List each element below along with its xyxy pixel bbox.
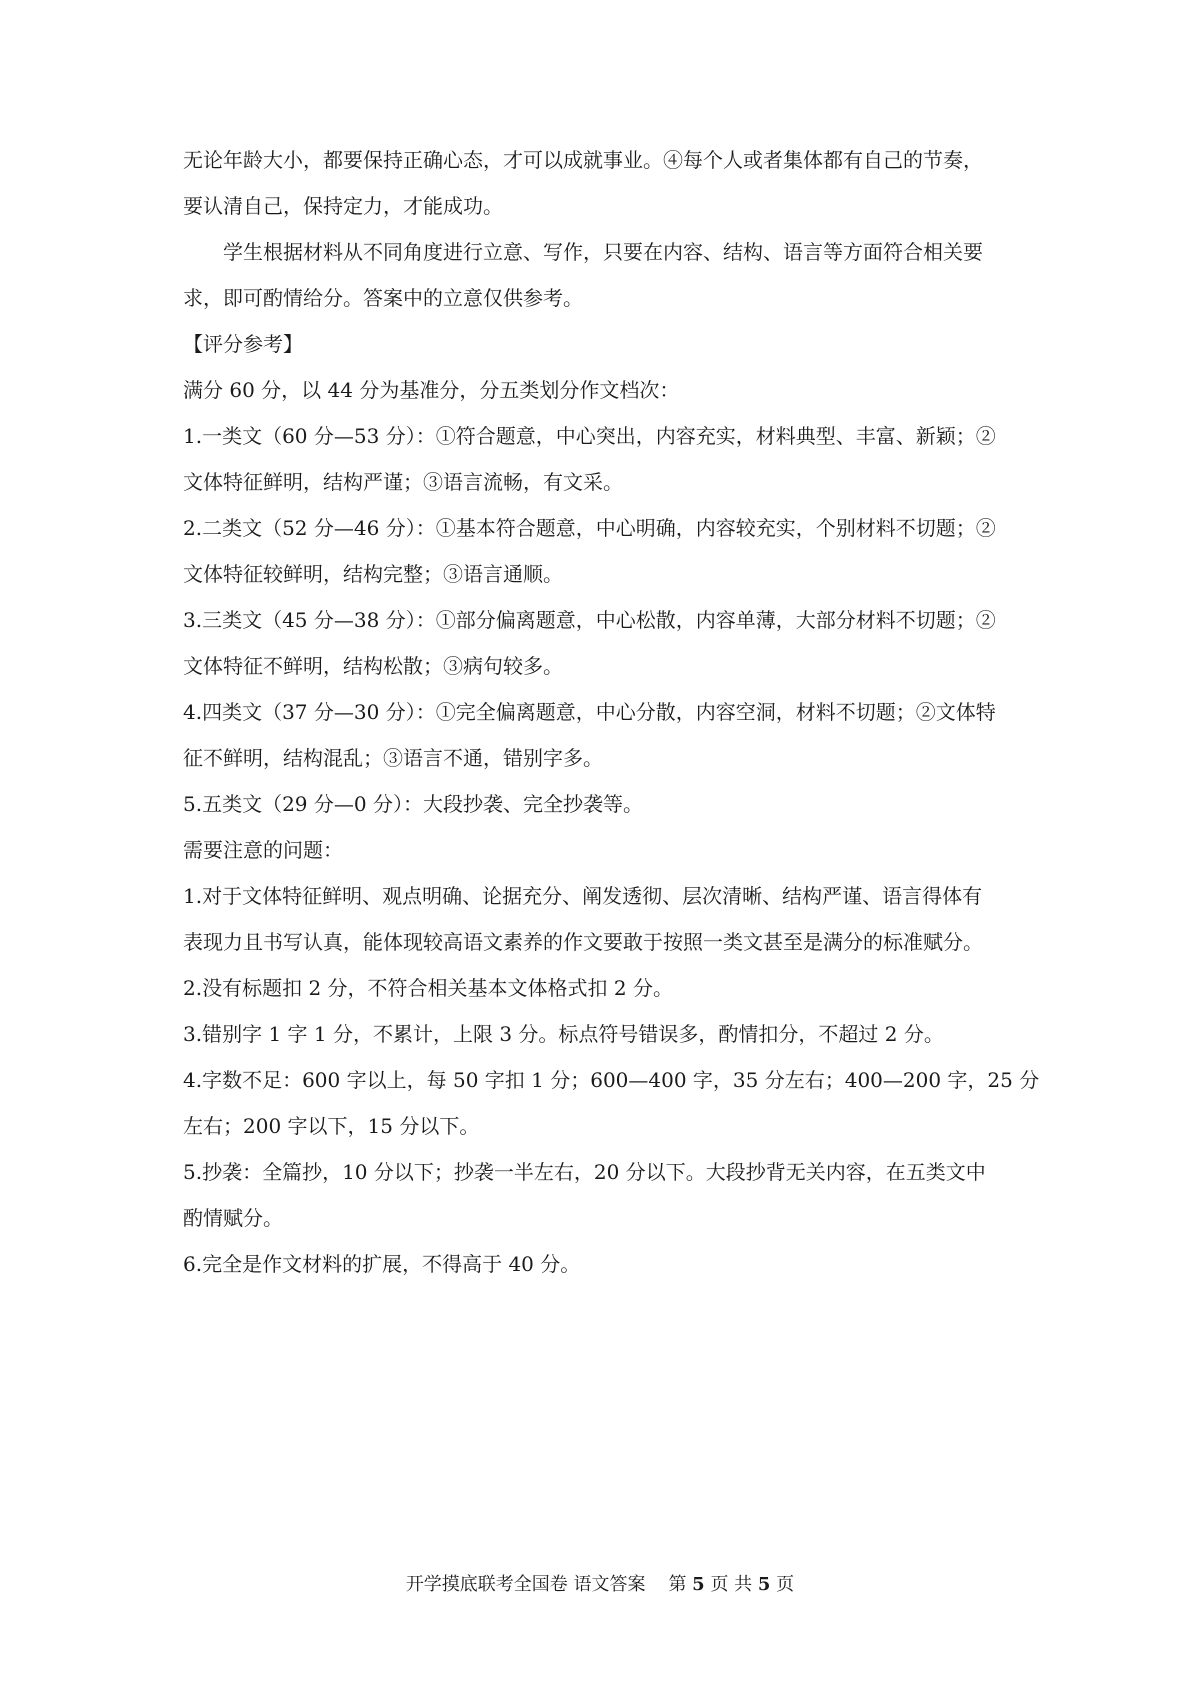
note-line: 左右；200 字以下，15 分以下。 (183, 1114, 480, 1138)
document-body (183, 147, 1040, 1277)
page-mid: 页 共 (710, 1574, 753, 1595)
section-heading: 【评分参考】 (183, 332, 303, 356)
scoring-intro: 满分 60 分，以 44 分为基准分，分五类划分作文档次： (183, 378, 680, 402)
category-line: 文体特征较鲜明，结构完整；③语言通顺。 (183, 562, 563, 586)
paragraph-line: 学生根据材料从不同角度进行立意、写作，只要在内容、结构、语言等方面符合相关要 (223, 240, 983, 264)
paragraph-line: 要认清自己，保持定力，才能成功。 (183, 194, 503, 218)
category-line: 5.五类文（29 分—0 分）：大段抄袭、完全抄袭等。 (183, 792, 643, 816)
exam-title: 开学摸底联考全国卷 语文答案 (405, 1574, 646, 1595)
category-line: 征不鲜明，结构混乱；③语言不通，错别字多。 (183, 746, 603, 770)
page-prefix: 第 (668, 1574, 687, 1595)
page-footer (0, 1574, 1200, 1596)
notes-heading: 需要注意的问题： (183, 838, 343, 862)
note-line: 3.错别字 1 字 1 分，不累计，上限 3 分。标点符号错误多，酌情扣分，不超过 2 分。 (183, 1022, 944, 1046)
note-line: 1.对于文体特征鲜明、观点明确、论据充分、阐发透彻、层次清晰、结构严谨、语言得体有 (183, 884, 983, 908)
category-line: 3.三类文（45 分—38 分）：①部分偏离题意，中心松散，内容单薄，大部分材料不切题；② (183, 608, 996, 632)
category-line: 1.一类文（60 分—53 分）：①符合题意，中心突出，内容充实，材料典型、丰富、新颖；② (183, 424, 996, 448)
category-line: 4.四类文（37 分—30 分）：①完全偏离题意，中心分散，内容空洞，材料不切题；②文体特 (183, 700, 996, 724)
paragraph-line: 求，即可酌情给分。答案中的立意仅供参考。 (183, 286, 583, 310)
paragraph-line: 无论年龄大小，都要保持正确心态，才可以成就事业。④每个人或者集体都有自己的节奏， (183, 148, 983, 172)
note-line: 2.没有标题扣 2 分，不符合相关基本文体格式扣 2 分。 (183, 976, 673, 1000)
page-number: 5 (692, 1574, 705, 1595)
page-suffix: 页 (776, 1574, 795, 1595)
note-line: 5.抄袭：全篇抄，10 分以下；抄袭一半左右，20 分以下。大段抄背无关内容，在五类文中 (183, 1160, 986, 1184)
note-line: 酌情赋分。 (183, 1206, 283, 1230)
category-line: 文体特征不鲜明，结构松散；③病句较多。 (183, 654, 563, 678)
note-line: 表现力且书写认真，能体现较高语文素养的作文要敢于按照一类文甚至是满分的标准赋分。 (183, 930, 983, 954)
note-line: 4.字数不足：600 字以上，每 50 字扣 1 分；600—400 字，35 分左右；400—200 字，25 分 (183, 1068, 1040, 1092)
category-line: 2.二类文（52 分—46 分）：①基本符合题意，中心明确，内容较充实，个别材料不切题；② (183, 516, 996, 540)
category-line: 文体特征鲜明，结构严谨；③语言流畅，有文采。 (183, 470, 623, 494)
note-line: 6.完全是作文材料的扩展，不得高于 40 分。 (183, 1252, 581, 1276)
page-total: 5 (757, 1574, 771, 1595)
